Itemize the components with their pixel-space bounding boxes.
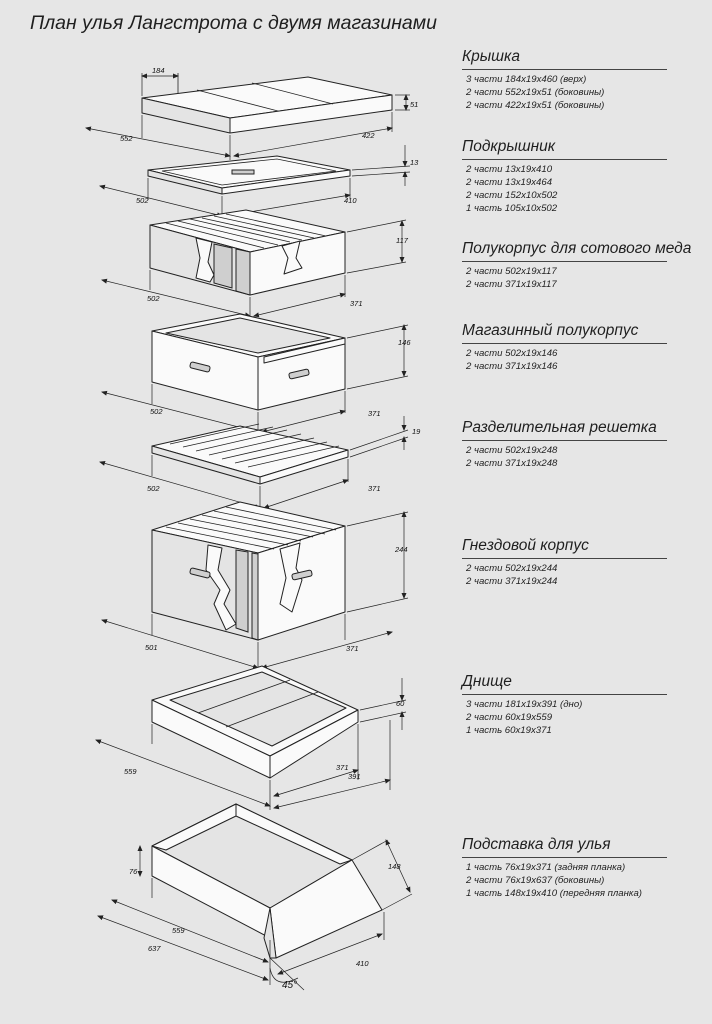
bottom-board-outer-width-dim: 391 xyxy=(348,772,361,781)
bottom-board-inner-width-dim: 371 xyxy=(336,763,349,772)
part-line: 2 части 13x19x410 xyxy=(466,164,553,175)
excluder-height-dim: 19 xyxy=(412,427,421,436)
spec-inner-cover xyxy=(462,138,712,215)
shallow-super-length-dim: 502 xyxy=(150,407,163,416)
brood-box-width-dim: 371 xyxy=(346,644,359,653)
section-title: Подставка для улья xyxy=(462,836,667,858)
part-line: 2 части 371x19x248 xyxy=(466,458,558,469)
part-line: 1 часть 105x10x502 xyxy=(466,203,558,214)
spec-excluder xyxy=(462,419,712,470)
bottom-board-length-dim: 559 xyxy=(124,767,137,776)
excluder-length-dim: 502 xyxy=(147,484,160,493)
part-line: 2 части 371x19x117 xyxy=(466,279,557,290)
lid-length-dim: 552 xyxy=(120,134,133,143)
comb-super-length-dim: 502 xyxy=(147,294,160,303)
spec-stand xyxy=(462,836,712,900)
shallow-super-height-dim: 146 xyxy=(398,338,411,347)
comb-super-height-dim: 117 xyxy=(396,236,408,245)
inner-cover-drawing xyxy=(100,145,410,220)
part-line: 2 части 502x19x146 xyxy=(466,348,558,359)
stand-length-outer-dim: 637 xyxy=(148,944,161,953)
shallow-super-drawing xyxy=(102,314,408,436)
section-title: Подкрышник xyxy=(462,138,667,160)
lid-height-dim: 51 xyxy=(410,100,419,109)
part-line: 2 части 371x19x244 xyxy=(466,576,558,587)
stand-length-inner-dim: 559 xyxy=(172,926,185,935)
excluder-width-dim: 371 xyxy=(368,484,381,493)
brood-box-length-dim: 501 xyxy=(145,643,158,652)
inner-cover-width-dim: 410 xyxy=(344,196,357,205)
stand-angle-label: 45° xyxy=(282,980,298,991)
spec-bottom-board xyxy=(462,673,712,737)
part-line: 2 части 60x19x559 xyxy=(466,712,553,723)
excluder-drawing xyxy=(100,416,408,512)
bottom-board-height-dim: 60 xyxy=(396,699,405,708)
part-line: 2 части 152x10x502 xyxy=(466,190,558,201)
stand-height-dim: 76 xyxy=(129,867,138,876)
part-line: 2 части 552x19x51 (боковины) xyxy=(466,87,605,98)
part-line: 1 часть 76x19x371 (задняя планка) xyxy=(466,862,626,873)
section-title: Разделительная решетка xyxy=(462,419,667,441)
part-line: 3 части 184x19x460 (верх) xyxy=(466,74,587,85)
part-line: 2 части 502x19x248 xyxy=(466,445,558,456)
part-line: 1 часть 148x19x410 (передняя планка) xyxy=(466,888,642,899)
brood-box-height-dim: 244 xyxy=(395,545,408,554)
inner-cover-height-dim: 13 xyxy=(410,158,419,167)
section-title: Магазинный полукорпус xyxy=(462,322,667,344)
section-title: Полукорпус для сотового меда xyxy=(462,240,667,262)
spec-shallow-super xyxy=(462,322,712,373)
lid-top-dim: 184 xyxy=(152,66,165,75)
lid-width-dim: 422 xyxy=(362,131,375,140)
section-title: Крышка xyxy=(462,48,667,70)
part-line: 1 часть 60x19x371 xyxy=(466,725,552,736)
inner-cover-length-dim: 502 xyxy=(136,196,149,205)
spec-lid xyxy=(462,48,712,112)
part-line: 2 части 502x19x117 xyxy=(466,266,557,277)
section-title: Гнездовой корпус xyxy=(462,537,667,559)
section-title: Днище xyxy=(462,673,667,695)
page-title: План улья Лангстрота с двумя магазинами xyxy=(30,12,437,34)
part-line: 3 части 181x19x391 (дно) xyxy=(466,699,583,710)
spec-comb-super xyxy=(462,240,712,291)
part-line: 2 части 13x19x464 xyxy=(466,177,553,188)
stand-width-dim: 410 xyxy=(356,959,369,968)
bottom-board-drawing xyxy=(96,666,406,810)
part-line: 2 части 371x19x146 xyxy=(466,361,558,372)
comb-super-width-dim: 371 xyxy=(350,299,363,308)
spec-brood-box xyxy=(462,537,712,588)
lid-drawing xyxy=(86,73,410,160)
part-line: 2 части 502x19x244 xyxy=(466,563,558,574)
shallow-super-width-dim: 371 xyxy=(368,409,381,418)
part-line: 2 части 76x19x637 (боковины) xyxy=(466,875,605,886)
stand-front-height-dim: 148 xyxy=(388,862,401,871)
part-line: 2 части 422x19x51 (боковины) xyxy=(466,100,605,111)
